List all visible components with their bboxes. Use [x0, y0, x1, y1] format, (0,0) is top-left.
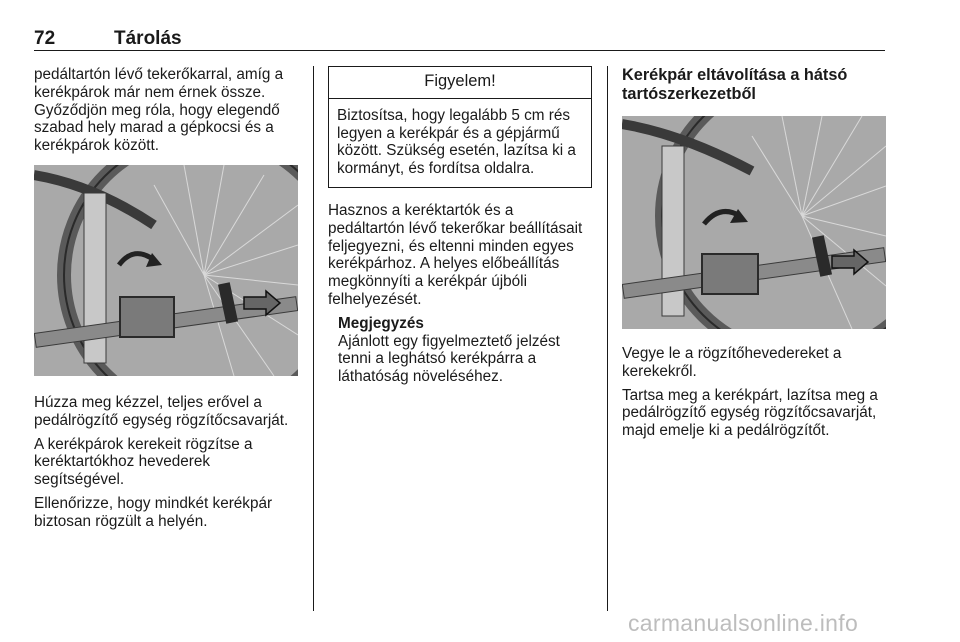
warning-box — [328, 66, 592, 188]
column-right — [622, 66, 890, 446]
paragraph: Húzza meg kézzel, teljes erővel a pedálrögzítő egység rögzítőcsavarját. — [34, 393, 289, 429]
warning-text: Biztosítsa, hogy legalább 5 cm rés legyen a kerékpár és a gépjármű között. Szükség esetén, lazítsa ki a kormányt, és fordítsa oldalra. — [337, 106, 576, 178]
paragraph: Hasznos a keréktartók és a pedáltartón lévő tekerőkar beállításait feljegyezni, és eltenni minden egyes kerékpárhoz. A helyes előbeállítás megkönnyíti a kerékpár újbóli felhelyezését. — [328, 201, 583, 308]
column-middle — [328, 66, 593, 386]
intro-paragraph: pedáltartón lévő tekerőkarral, amíg a kerékpárok már nem érnek össze. Győződjön meg róla, hogy elegendő szabad hely marad a gépkocsi és a kerékpárok között. — [34, 66, 284, 155]
page-header — [34, 28, 885, 51]
section-heading: Kerékpár eltávolítása a hátsó tartószerkezetből — [622, 66, 848, 103]
section-title: Tárolás — [114, 28, 182, 49]
note-text: Ajánlott egy figyelmeztető jelzést tenni a leghátsó kerékpárra a láthatóság növeléséhez. — [338, 332, 560, 386]
note-title: Megjegyzés — [338, 314, 424, 332]
paragraph: Vegye le a rögzítőhevedereket a kerekekről. — [622, 345, 842, 380]
paragraph: Tartsa meg a kerékpárt, lazítsa meg a pedálrögzítő egység rögzítőcsavarját, majd emelje ki a pedálrögzítőt. — [622, 386, 878, 440]
paragraph: A kerékpárok kerekeit rögzítse a keréktartókhoz hevederek segítségével. — [34, 435, 253, 489]
note-block — [338, 315, 593, 386]
paragraph: Ellenőrizze, hogy mindkét kerékpár biztosan rögzült a helyén. — [34, 494, 273, 530]
column-left — [34, 66, 300, 537]
column-divider — [607, 66, 608, 611]
bike-rack-pedal-clamp-illustration — [34, 165, 298, 376]
warning-title: Figyelem! — [329, 67, 591, 99]
column-divider — [313, 66, 314, 611]
bike-removal-illustration — [622, 116, 886, 329]
page-number: 72 — [34, 28, 56, 49]
watermark: carmanualsonline.info — [628, 610, 859, 636]
